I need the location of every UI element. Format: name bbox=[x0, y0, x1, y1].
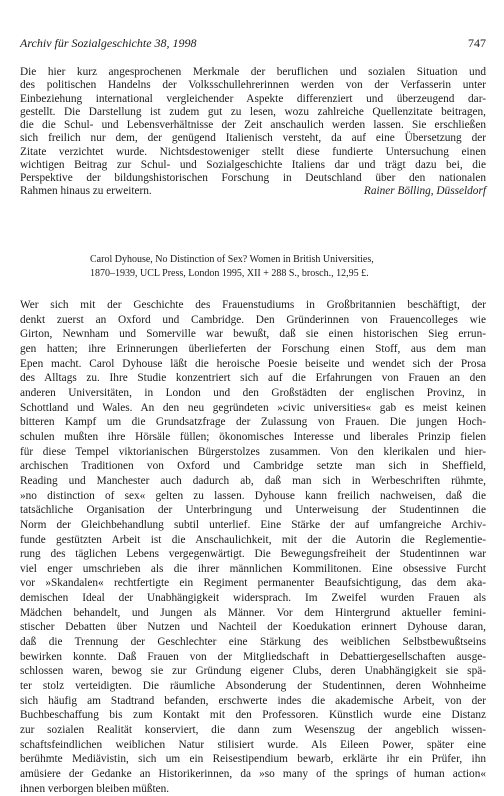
text-line: »no distinction of sex« gelten zu lassen. Dyhouse kann freilich nachweisen, daß die bbox=[20, 489, 486, 502]
text-line: zur sozialen Realität konserviert, die dann zum Wesenszug der angeblich wissen- bbox=[20, 724, 486, 737]
text-line: daß die Trennung der Geschlechter eine Stärkung des weiblichen Selbstbewußtseins bbox=[20, 636, 486, 649]
text-line: ter stolz verteidigten. Die räumliche Absonderung der Studentinnen, deren Wohnheime bbox=[20, 680, 486, 693]
text-line: stischer Debatten über Nutzen und Nachteil der Koedukation erinnert Dyhouse daran, bbox=[20, 621, 486, 634]
text-line: Mädchen behandelt, und Jungen als Männer. Vor dem Hintergrund aktueller femini- bbox=[20, 606, 486, 619]
text-line: anderen Universitäten, in London und den Großstädten der englischen Provinz, in bbox=[20, 386, 486, 399]
closing-text: Rahmen hinaus zu erweitern. bbox=[20, 185, 152, 198]
text-line: des politischen Handelns der Volksschullehrerinnen werden von der Verfasserin unter bbox=[20, 79, 486, 92]
text-line: Reading und Manchester auch dadurch ab, daß man sich in Werbeschriften rühmte, bbox=[20, 474, 486, 487]
text-line: sich häufig am Stadtrand befanden, erschwerte indes die akademische Arbeit, von der bbox=[20, 694, 486, 707]
book-citation bbox=[90, 253, 486, 281]
text-line: für diese Tempel viktorianischen Bürgerstolzes zusammen. Von den klerikalen und hier- bbox=[20, 445, 486, 458]
text-line: rung des täglichen Lebens vergegenwärtigt. Die Bewegungsfreiheit der Studentinnen war bbox=[20, 548, 486, 561]
text-line: gen hatten; ihre Erinnerungen überlieferten der Forschung einen Stoff, aus dem man bbox=[20, 342, 486, 355]
text-line: schlossen waren, bewog sie zur Gründung eigener Clubs, deren Unabhängigkeit sie spä- bbox=[20, 665, 486, 678]
text-line: tatsächliche Organisation der Unterbringung und Unterweisung der Studentinnen die bbox=[20, 504, 486, 517]
text-line: Girton, Newnham und Somerville war bewußt, daß sie einen historischen Sieg errun- bbox=[20, 328, 486, 341]
text-line: Die hier kurz angesprochenen Merkmale der beruflichen und sozialen Situation und bbox=[20, 66, 486, 78]
text-line: denkt zuerst an Oxford und Cambridge. Den Gründerinnen von Frauencolleges wie bbox=[20, 313, 486, 326]
text-line: Perspektive der bildungshistorischen Forschung in Deutschland über den nationalen bbox=[20, 172, 486, 184]
citation-line-2: 1870–1939, UCL Press, London 1995, XII + 288 S., brosch., 12,95 £. bbox=[90, 268, 369, 279]
text-line: demischen Ideal der Unabhängigkeit widersprach. Im Zweifel wurden Frauen als bbox=[20, 592, 486, 605]
text-line: archischen Traditionen von Oxford und Cambridge setzte man sich in Sheffield, bbox=[20, 460, 486, 473]
text-line: schaftsfeindlichen weiblichen Natur stilisiert wurde. Als Eileen Power, später eine bbox=[20, 738, 486, 751]
text-line: sich freilich nur dem, der genügend Italienisch versteht, da auf eine Übersetzung der bbox=[20, 132, 486, 145]
text-line: Epen macht. Carol Dyhouse läßt die heroische Poesie beiseite und wendet sich der Prosa bbox=[20, 357, 486, 370]
text-line: Buchbeschaffung bis zum Kontakt mit den Professoren. Künstlich wurde eine Distanz bbox=[20, 709, 486, 722]
reviewer-signature: Rainer Bölling, Düsseldorf bbox=[363, 185, 486, 198]
text-line: bitteren Kampf um die Grundsatzfrage der Zulassung von Frauen. Die jungen Hoch- bbox=[20, 416, 486, 429]
text-line: viel enger umschrieben als die ihrer männlichen Kommilitonen. Eine obsessive Furcht bbox=[20, 562, 486, 575]
review-paragraph-2 bbox=[20, 298, 486, 796]
text-line-last bbox=[20, 185, 486, 198]
text-line: Wer sich mit der Geschichte des Frauenstudiums in Großbritannien beschäftigt, der bbox=[20, 299, 486, 311]
text-line: berühmte Mediävistin, sich um ein Reisestipendium bewarb, erklärte ihr ein Prüfer, ihn bbox=[20, 753, 486, 766]
citation-line-1: Carol Dyhouse, No Distinction of Sex? Women in British Universities, bbox=[90, 254, 374, 265]
text-line-last: ihnen verborgen bleiben müßten. bbox=[20, 782, 170, 795]
text-line: schulen mußten ihre Hörsäle füllen; ökonomisches Interesse und liberales Prinzip fielen bbox=[20, 430, 486, 443]
text-line: vor »Skandalen« rechtfertigte ein Regiment permanenter Beaufsichtigung, das dem aka- bbox=[20, 577, 486, 590]
text-line: gestellt. Die Darstellung ist zudem gut zu lesen, wozu zahlreiche Quellenzitate beitragen, bbox=[20, 105, 486, 118]
text-line: Norm der Gleichbehandlung subtil unterlief. Eine Stärke der auf umfangreiche Archiv- bbox=[20, 518, 486, 531]
review-paragraph-1 bbox=[20, 66, 486, 199]
journal-title: Archiv für Sozialgeschichte 38, 1998 bbox=[20, 36, 197, 50]
page-number: 747 bbox=[468, 36, 486, 50]
text-line: amüsiere der Gedanke an Historikerinnen, da »so many of the springs of human action« bbox=[20, 768, 486, 780]
text-line: Zitate verzichtet wurde. Nichtsdestoweniger stellt diese fundierte Untersuchung einen bbox=[20, 145, 486, 158]
text-line: funde gestützten Arbeit ist die Anschaulichkeit, mit der die Autorin die Reglementie- bbox=[20, 533, 486, 546]
running-header bbox=[20, 36, 486, 50]
text-line: bewirken konnte. Daß Frauen von der Mitgliedschaft in Debattiergesellschaften ausge- bbox=[20, 650, 486, 663]
text-line: wichtigen Beitrag zur Schul- und Sozialgeschichte Italiens dar und trägt dazu bei, die bbox=[20, 158, 486, 171]
text-line: Einbeziehung international vergleichender Aspekte differenziert und überzeugend dar- bbox=[20, 92, 486, 105]
text-line: Schottland und Wales. An den neu gegründeten »civic universities« gab es meist keinen bbox=[20, 401, 486, 414]
text-line: die die Schul- und Lebensverhältnisse der Zeit anschaulich werden lassen. Sie erschließen bbox=[20, 119, 486, 131]
text-line: des Alltags zu. Ihre Studie konzentriert sich auf die Erfahrungen von Frauen an den bbox=[20, 372, 486, 385]
